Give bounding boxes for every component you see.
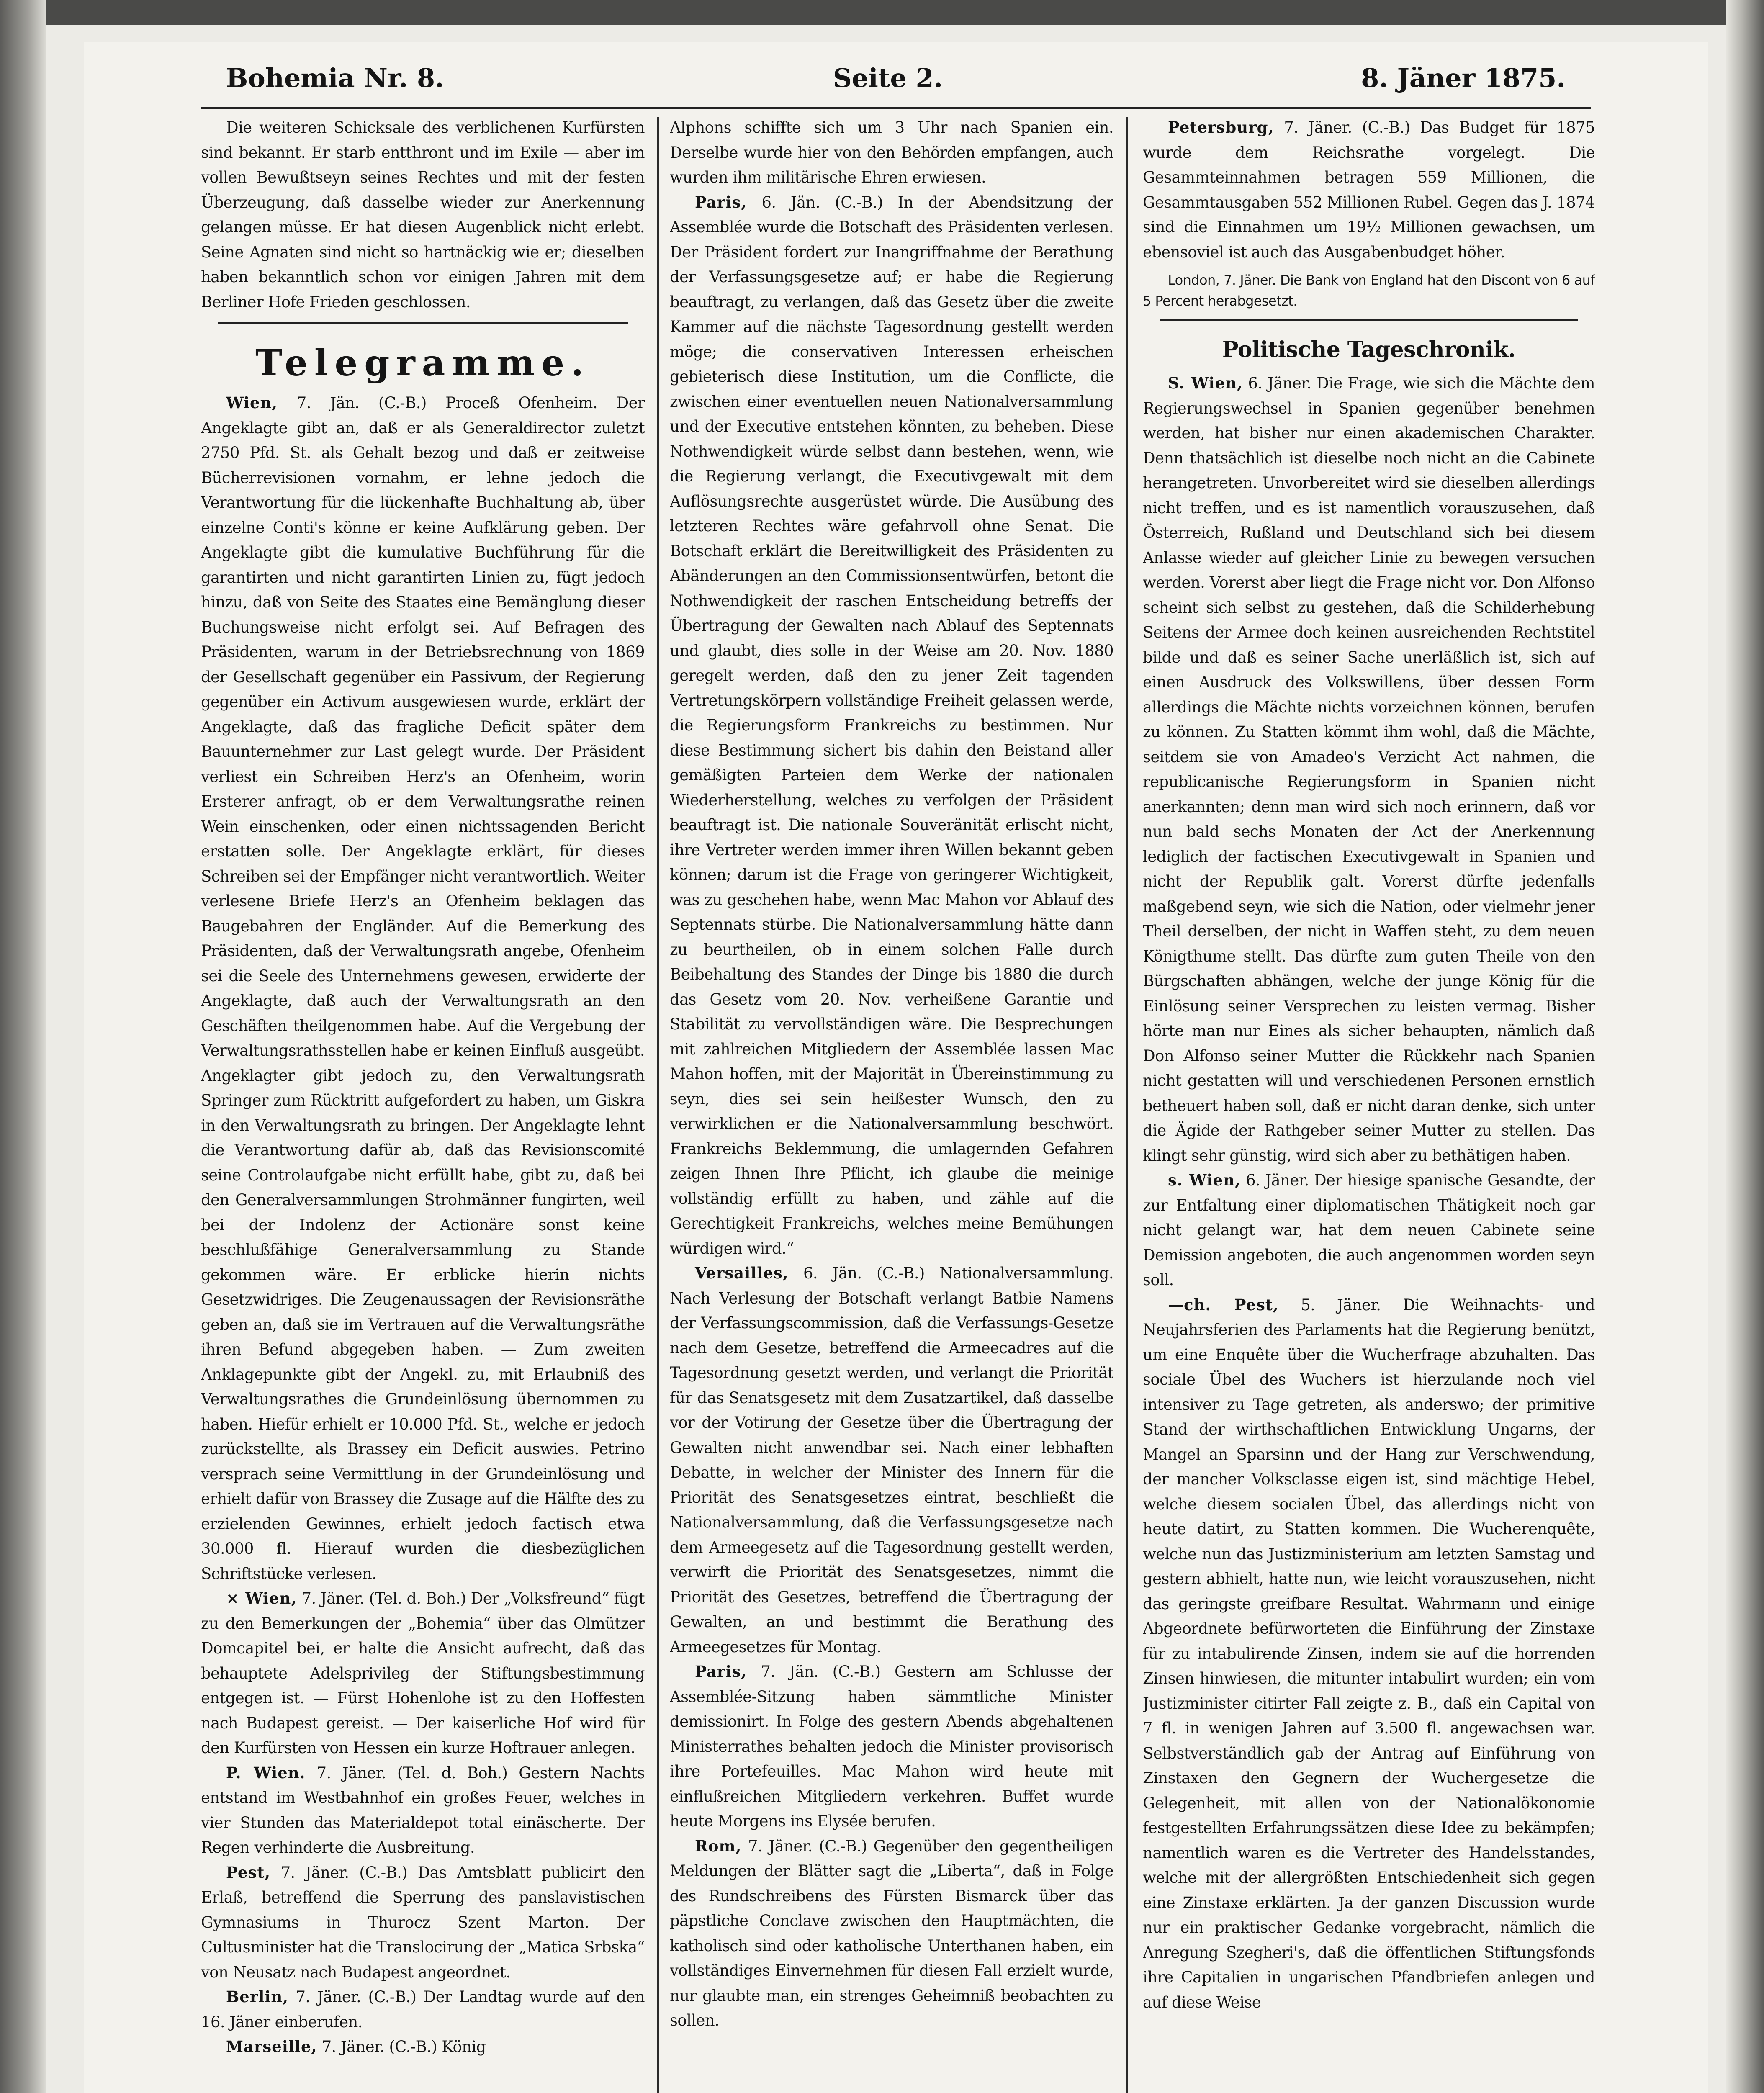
telegram-text: 6. Jän. (C.-B.) In der Abendsitzung der Assemblée wurde die Botschaft des Präsidenten verlesen. Der Präsident fordert zur Inangriffnahme der Berathung der Verfassungsgesetze auf; er habe die Regierung beauftragt, zu verlangen, daß das Gesetz über die zweite Kammer auf die nächste Tagesordnung gestellt werden möge; die conservativen Interessen erheischen gebieterisch diese Institution, um die Conflicte, die zwischen einer eventuellen neuen Nationalversammlung und der Executive entstehen könnten, zu beheben. Diese Nothwendigkeit würde selbst dann bestehen, wenn, wie die Regierung verlangt, die Executivgewalt mit dem Auflösungsrechte ausgerüstet würde. Die Ausübung des letzteren Rechtes wäre gefahrvoll ohne Senat. Die Botschaft erklärt die Bereitwilligkeit des Präsidenten zu Abänderungen an den Commissionsentwürfen, betont die Nothwendigkeit der raschen Entscheidung betreffs der Übertragung der Gewalten nach Ablauf des Septennats und glaubt, dies solle in der Weise am 20. Nov. 1880 geregelt werden, daß den zu jener Zeit tagenden Vertretungskörpern vollständige Freiheit gelassen werde, die Regierungsform Frankreichs zu bestimmen. Nur diese Bestimmung sichert bis dahin den Beistand aller gemäßigten Parteien dem Werke der nationalen Wiederherstellung, welches zu verfolgen der Präsident beauftragt ist. Die nationale Souveränität erlischt nicht, ihre Vertreter werden immer ihren Willen bekannt geben können; darum ist die Frage von geringerer Wichtigkeit, was zu geschehen habe, wenn Mac Mahon vor Ablauf des Septennats stürbe. Die Nationalversammlung hätte dann zu beurtheilen, ob in einem solchen Falle durch Beibehaltung des Standes der Dinge bis 1880 die durch das Gesetz vom 20. Nov. verheißene Garantie und Stabilität zu vervollständigen wäre. Die Besprechungen mit zahlreichen Mitgliedern der Assemblée lassen Mac Mahon hoffen, mit der Majorität in Übereinstimmung zu seyn, dies sei sein heißester Wunsch, den zu verwirklichen er die Nationalversammlung beschwört. Frankreichs Beklemmung, die umlagernden Gefahren zeigen Ihnen Ihre Pflicht, ich glaube die meinige vollständig erfüllt zu haben, und zähle auf die Gerechtigkeit Frankreichs, welches meine Bemühungen würdigen wird.“ <box>670 193 1113 1257</box>
section-title-political-chronicle: Politische Tageschronik. <box>1222 337 1516 363</box>
page-header <box>126 46 1599 109</box>
dateline: Wien, <box>226 393 278 412</box>
dateline: Marseille, <box>226 2037 317 2056</box>
dateline: Versailles, <box>695 1264 789 1282</box>
section-rule <box>218 322 628 324</box>
telegram-text: 7. Jäner. (C.-B.) Das Budget für 1875 wurde dem Reichsrathe vorgelegt. Die Gesammteinnahmen betragen 559 Millionen, die Gesammtausgaben 552 Millionen Rubel. Gegen das J. 1874 sind die Einnahmen um 19½ Millionen gewachsen, um ebensoviel ist auch das Ausgabenbudget höher. <box>1143 118 1595 261</box>
section-rule <box>1160 319 1578 321</box>
column-left <box>201 115 645 2093</box>
telegram-text: 7. Jäner. (C.-B.) Der Landtag wurde auf den 16. Jäner einberufen. <box>201 1988 645 2031</box>
telegram-small: London, 7. Jäner. Die Bank von England hat den Discont von 6 auf 5 Percent herabgesetzt. <box>1143 272 1595 309</box>
telegram-text: 7. Jän. (C.-B.) Gestern am Schlusse der Assemblée-Sitzung haben sämmtliche Minister demissionirt. In Folge des gestern Abends abgehaltenen Ministerrathes behalten jedoch die Minister provisorisch ihre Portefeuilles. Mac Mahon wird heute mit einflußreichen Mitgliedern verkehren. Buffet wurde heute Morgens ins Elysée berufen. <box>670 1663 1113 1830</box>
telegram <box>201 2034 645 2060</box>
column-middle <box>670 115 1113 2093</box>
dateline: Paris, <box>695 1662 747 1681</box>
telegram <box>201 1860 645 1985</box>
telegram <box>670 190 1113 1261</box>
section-title-telegrams: Telegramme. <box>255 342 591 384</box>
telegram <box>670 1834 1113 2033</box>
telegram <box>201 1761 645 1860</box>
column-divider <box>1126 117 1128 2093</box>
telegram-text: 7. Jän. (C.-B.) Proceß Ofenheim. Der Angeklagte gibt an, daß er als Generaldirector zuletzt 2750 Pfd. St. als Gehalt bezog und daß er zeitweise Bücherrevisionen vornahm, er lehne jedoch die Verantwortung für die lückenhafte Buchhaltung ab, über einzelne Conti's könne er keine Aufklärung geben. Der Angeklagte gibt die kumulative Buchführung für die garantirten und nicht garantirten Linien zu, fügt jedoch hinzu, daß von Seite des Staates eine Bemänglung dieser Buchungsweise nicht erfolgt sei. Auf Befragen des Präsidenten, warum in der Betriebsrechnung von 1869 der Gesellschaft gegenüber ein Passivum, der Regierung gegenüber ein Activum ausgewiesen wurde, erklärt der Angeklagte, daß das fragliche Deficit später dem Bauunternehmer zur Last gelegt wurde. Der Präsident verliest ein Schreiben Herz's an Ofenheim, worin Ersterer anfragt, ob er dem Verwaltungsrathe reinen Wein einschenken, oder einen nichtssagenden Bericht erstatten solle. Der Angeklagte erklärt, für dieses Schreiben sei der Empfänger nicht verantwortlich. Weiter verlesene Briefe Herz's an Ofenheim beklagen das Baugebahren der Engländer. Auf die Bemerkung des Präsidenten, daß der Verwaltungsrath angebe, Ofenheim sei die Seele des Unternehmens gewesen, erwiderte der Angeklagte, daß auch der Verwaltungsrath an den Geschäften theilgenommen habe. Auf die Vergebung der Verwaltungsrathsstellen habe er keinen Einfluß ausgeübt. Angeklagter gibt jedoch zu, den Verwaltungsrath Springer zum Rücktritt aufgefordert zu haben, um Giskra in den Verwaltungsrath zu bringen. Der Angeklagte lehnt die Verantwortung dafür ab, daß das Revisionscomité seine Controlaufgabe nicht erfüllt habe, gibt zu, daß bei den Generalversammlungen Strohmänner fungirten, weil bei der Indolenz der Actionäre sonst keine beschlußfähige Generalversammlung zu Stande gekommen wäre. Er erblicke hierin nichts Gesetzwidriges. Die Zeugenaussagen der Revisionsräthe geben an, daß sie im Vertrauen auf die Verwaltungsräthe ihren Befund abgegeben haben. — Zum zweiten Anklagepunkte gibt der Angekl. zu, mit Erlaubniß des Verwaltungsrathes die Grundeinlösung übernommen zu haben. Hiefür erhielt er 10.000 Pfd. St., welche er jedoch zurückstellte, als Brassey ein Deficit auswies. Petrino versprach seine Vermittlung in der Grundeinlösung und erhielt dafür von Brassey die Zusage auf die Hälfte des zu erzielenden Gewinnes, erhielt jedoch factisch etwa 30.000 fl. Hierauf wurden die diesbezüglichen Schriftstücke verlesen. <box>201 394 645 1583</box>
telegram-text: 6. Jän. (C.-B.) Nationalversammlung. Nach Verlesung der Botschaft verlangt Batbie Namens der Verfassungscommission, daß die Verfassungs-Gesetze nach dem Gesetze, betreffend die Armeecadres auf die Tagesordnung gesetzt werden, und verlangt die Priorität für das Senatsgesetz mit dem Zusatzartikel, daß dasselbe vor der Votirung der Gesetze über die Übertragung der Gewalten nicht anwendbar sei. Nach einer lebhaften Debatte, in welcher der Minister des Innern für die Priorität des Senatsgesetzes eintrat, beschließt die Nationalversammlung, daß die Verfassungsgesetze nach dem Armeegesetz auf die Tagesordnung gestellt werden, verwirft die Priorität des Senatsgesetzes, nimmt die Priorität des Gesetzes, betreffend die Übertragung der Gewalten, an und bestimmt die Berathung des Armeegesetzes für Montag. <box>670 1264 1113 1656</box>
dateline: s. Wien, <box>1168 1171 1241 1189</box>
scan-border-top <box>0 0 1764 25</box>
issue-date: 8. Jäner 1875. <box>1361 63 1566 93</box>
telegram <box>201 1985 645 2034</box>
dateline: Paris, <box>695 193 747 211</box>
newspaper-title: Bohemia Nr. 8. <box>226 63 444 93</box>
telegram-text: 7. Jäner. (Tel. d. Boh.) Der „Volksfreund“ fügt zu den Bemerkungen der „Bohemia“ über das Olmützer Domcapitel bei, er halte die Ansicht aufrecht, daß das behauptete Adelsprivileg der Stiftungsbestimmung entgegen ist. — Fürst Hohenlohe ist zu den Hoffesten nach Budapest gereist. — Der kaiserliche Hof wird für den Kurfürsten von Hessen ein kurze Hoftrauer anlegen. <box>201 1589 645 1757</box>
dateline: S. Wien, <box>1168 374 1243 392</box>
telegram <box>201 1586 645 1761</box>
dateline: Petersburg, <box>1168 118 1274 136</box>
column-right <box>1143 115 1595 2093</box>
dateline: Pest, <box>226 1863 271 1882</box>
dateline: Rom, <box>695 1836 742 1855</box>
article-continuation: Die weiteren Schicksale des verblichenen Kurfürsten sind bekannt. Er starb entthront und im Exile — aber im vollen Bewußtseyn seines Rechtes und mit der festen Überzeugung, daß dasselbe wieder zur Anerkennung gelangen müsse. Er hat diesen Augenblick nicht erlebt. Seine Agnaten sind nicht so hartnäckig wie er; dieselben haben bekanntlich schon vor einigen Jahren mit dem Berliner Hofe Frieden geschlossen. <box>201 118 645 311</box>
news-item <box>1143 1293 1595 2015</box>
dateline: Berlin, <box>226 1988 289 2006</box>
dateline: P. Wien. <box>226 1763 306 1782</box>
news-item <box>1143 1168 1595 1293</box>
news-text: 6. Jäner. Der hiesige spanische Gesandte, der zur Entfaltung einer diplomatischen Thätigkeit noch gar nicht gelangt war, hat dem neuen Cabinete seine Demission angeboten, die auch angenommen worden seyn soll. <box>1143 1171 1595 1289</box>
telegram-text: 7. Jäner. (Tel. d. Boh.) Gestern Nachts entstand im Westbahnhof ein großes Feuer, welches in vier Stunden das Materialdepot total einäscherte. Der Regen verhinderte die Ausbreitung. <box>201 1764 645 1856</box>
column-divider <box>657 117 659 2093</box>
header-rule <box>201 107 1591 109</box>
dateline: × Wien, <box>226 1589 297 1607</box>
telegram <box>670 1261 1113 1659</box>
news-text: 5. Jäner. Die Weihnachts- und Neujahrsferien des Parlaments hat die Regierung benützt, um eine Enquête über die Wucherfrage abzuhalten. Das sociale Übel des Wuchers ist hierzulande noch viel intensiver zu Tage getreten, als anderswo; der primitive Stand der wirthschaftlichen Entwicklung Ungarns, der Mangel an Sparsinn und der Hang zur Verschwendung, der mancher Volksclasse eigen ist, sind mächtige Hebel, welche diesem socialen Übel, das allerdings nicht von heute datirt, zu Statten kommen. Die Wucherenquête, welche nun das Justizministerium am letzten Samstag und gestern abhielt, hatte nun, wie leicht vorauszusehen, nicht das geringste greifbare Resultat. Wahrmann und einige Abgeordnete befürworteten die Einführung der Zinstaxe für zu intabulirende Zinsen, indem sie auf die horrenden Zinsen hinwiesen, die mitunter intabulirt wurden; ein vom Justizminister citirter Fall zeigte z. B., daß ein Capital von 7 fl. in wenigen Jahren auf 3.500 fl. angewachsen war. Selbstverständlich gab der Antrag auf Einführung von Zinstaxen den Gegnern der Wuchergesetze die Gelegenheit, mit allen von der Nationalökonomie festgestellten Erfahrungssätzen diese Idee zu bekämpfen; namentlich waren es die Vertreter des Handelsstandes, welche mit der allergrößten Entschiedenheit sich gegen eine Zinstaxe erklärten. Ja der ganzen Discussion wurde nur ein praktischer Gedanke vorgebracht, nämlich die Anregung Szegheri's, daß die öffentlichen Stiftungsfonds ihre Capitalien in ungarischen Pfandbriefen anlegen und auf diese Weise <box>1143 1296 1595 2011</box>
news-item <box>1143 371 1595 1168</box>
telegram <box>670 1659 1113 1834</box>
telegram <box>201 391 645 1586</box>
telegram-text: 7. Jäner. (C.-B.) Das Amtsblatt publicirt den Erlaß, betreffend die Sperrung des panslavistischen Gymnasiums in Thurocz Szent Marton. Der Cultusminister hat die Translocirung der „Matica Srbska“ von Neusatz nach Budapest angeordnet. <box>201 1863 645 1981</box>
telegram-text: 7. Jäner. (C.-B.) Gegenüber den gegentheiligen Meldungen der Blätter sagt die „Liberta“, daß in Folge des Rundschreibens des Fürsten Bismarck über das päpstliche Conclave zwischen den Hauptmächten, die katholisch sind oder katholische Unterthanen haben, ein vollständiges Einvernehmen für diesen Fall erzielt wurde, nur glaubte man, ein strenges Geheimniß beobachten zu sollen. <box>670 1837 1113 2029</box>
telegram-continuation: Alphons schiffte sich um 3 Uhr nach Spanien ein. Derselbe wurde hier von den Behörden empfangen, auch wurden ihm militärische Ehren erwiesen. <box>670 118 1113 186</box>
news-text: 6. Jäner. Die Frage, wie sich die Mächte dem Regierungswechsel in Spanien gegenüber benehmen werden, hat bisher nur einen akademischen Charakter. Denn thatsächlich ist dieselbe noch nicht an die Cabinete herangetreten. Unvorbereitet wird sie dieselben allerdings nicht treffen, und es ist namentlich vorauszusehen, daß Österreich, Rußland und Deutschland sich bei diesem Anlasse wieder auf gleicher Linie zu bewegen versuchen werden. Vorerst aber liegt die Frage nicht vor. Don Alfonso scheint sich selbst zu gestehen, daß die Schilderhebung Seitens der Armee doch keinen ausreichenden Rechtstitel bilde und daß es seiner Sache unerläßlich ist, sich auf einen Ausdruck des Volkswillens, über dessen Form allerdings die Mächte nichts vorzeichnen können, berufen zu können. Zu Statten kömmt ihm wohl, daß die Mächte, seitdem sie von Amadeo's Verzicht Act nahmen, die republicanische Regierungsform in Spanien nicht anerkannten; denn man wird sich noch erinnern, daß vor nun bald sechs Monaten der Act der Anerkennung lediglich der factischen Executivgewalt in Spanien und nicht der Republik galt. Vorerst dürfte jedenfalls maßgebend seyn, wie sich die Nation, oder vielmehr jener Theil derselben, der nicht in Waffen steht, zu dem neuen Königthume stellt. Das dürfte zum guten Theile von den Bürgschaften abhängen, welche der junge König für die Einlösung seiner Versprechen zu leisten vermag. Bisher hörte man nur Eines als sicher behaupten, nämlich daß Don Alfonso seiner Mutter die Rückkehr nach Spanien nicht gestatten will und verschiedenen Personen ernstlich betheuert haben soll, daß er nicht daran denke, sich unter die Ägide der Rathgeber seiner Mutter zu stellen. Das klingt sehr günstig, wird sich aber zu bethätigen haben. <box>1143 374 1595 1165</box>
page-number: Seite 2. <box>833 63 943 93</box>
scan-border-left <box>0 0 46 2093</box>
telegram-text: 7. Jäner. (C.-B.) König <box>321 2038 486 2056</box>
dateline: —ch. Pest, <box>1168 1295 1279 1314</box>
telegram <box>1143 115 1595 265</box>
scan-border-right <box>1726 0 1764 2093</box>
